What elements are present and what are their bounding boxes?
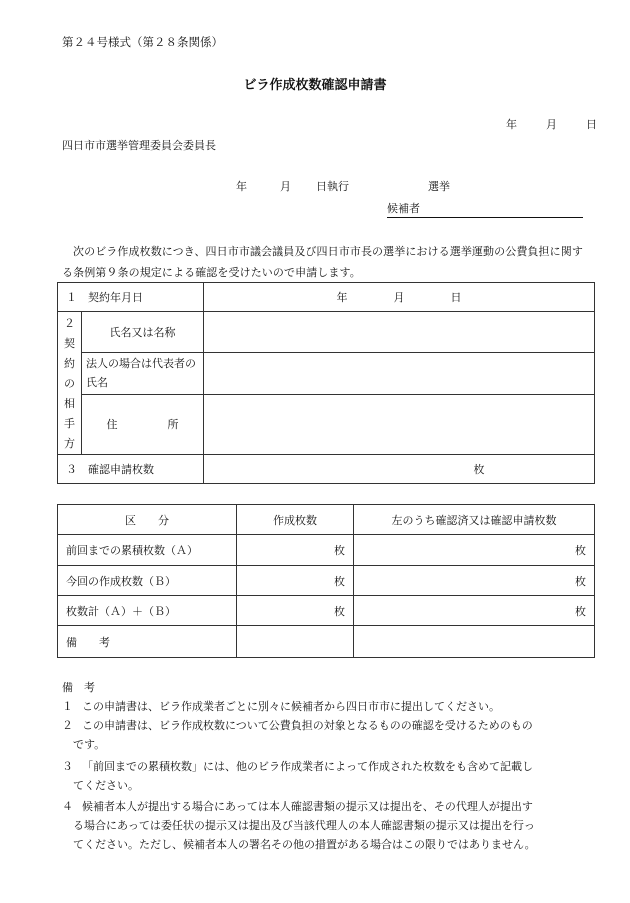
note-text: 候補者本人が提出する場合にあっては本人確認書類の提示又は提出を、その代理人が提出す — [82, 800, 533, 813]
remarks-field[interactable] — [237, 626, 354, 658]
remarks-field-2[interactable] — [354, 626, 595, 658]
address-label — [82, 394, 204, 454]
date-day-label: 日 — [586, 118, 597, 131]
note-number: ４ — [62, 800, 73, 813]
confirmed-count-field[interactable] — [354, 566, 595, 596]
note-number: ３ — [62, 760, 73, 773]
confirm-count-field[interactable] — [204, 455, 595, 484]
contract-table — [57, 282, 595, 484]
election-type-label: 選挙 — [428, 180, 450, 193]
election-executed-label: 日執行 — [316, 180, 349, 193]
created-count-field[interactable] — [237, 535, 354, 566]
note-number: １ — [62, 700, 73, 713]
party-char: 方 — [64, 437, 75, 450]
name-field[interactable] — [204, 312, 595, 353]
created-count-field[interactable] — [237, 596, 354, 626]
remarks-label: 備 考 — [58, 626, 237, 658]
election-month-label: 月 — [280, 180, 291, 193]
representative-label: 法人の場合は代表者の氏名 — [82, 353, 204, 394]
party-char: 相 — [64, 397, 75, 410]
party-char: 手 — [64, 417, 75, 430]
confirmed-count-field[interactable] — [354, 596, 595, 626]
note-text-cont: る場合にあっては委任状の提示又は提出及び当該代理人の本人確認書類の提示又は提出を行っ — [73, 819, 535, 832]
candidate-label: 候補者 — [387, 202, 420, 215]
note-text-cont: です。 — [73, 738, 106, 751]
note-text: 「前回までの累積枚数」には、他のビラ作成業者によって作成された枚数をも含めて記載し — [82, 760, 533, 773]
confirmed-count-field[interactable] — [354, 535, 595, 566]
date-year-label: 年 — [506, 118, 517, 131]
note-4 — [62, 797, 592, 854]
header-category: 区 分 — [58, 505, 237, 535]
note-2 — [62, 716, 592, 754]
election-line — [236, 178, 450, 194]
notes-heading: 備 考 — [62, 681, 95, 694]
header-confirmed: 左のうち確認済又は確認申請枚数 — [354, 505, 595, 535]
note-text: この申請書は、ビラ作成業者ごとに別々に候補者から四日市市に提出してください。 — [82, 700, 500, 713]
confirm-count-label: ３ 確認申請枚数 — [58, 455, 204, 484]
date-month-label: 月 — [546, 118, 557, 131]
note-1 — [62, 697, 592, 716]
note-text-cont-2: てください。ただし、候補者本人の署名その他の措置がある場合はこの限りではありません。 — [73, 838, 536, 851]
count-table — [57, 504, 595, 658]
confirm-count-unit: 枚 — [473, 463, 485, 476]
document-title: ビラ作成枚数確認申請書 — [243, 78, 387, 93]
contract-month-label: 月 — [393, 291, 405, 304]
submission-date — [506, 116, 597, 132]
unit-label: 枚 — [575, 604, 586, 618]
address-field[interactable] — [204, 394, 595, 454]
name-label: 氏名又は名称 — [82, 312, 204, 353]
table-row — [58, 596, 595, 626]
table-row — [58, 535, 595, 566]
intro-paragraph: 次のビラ作成枚数につき、四日市市議会議員及び四日市市長の選挙における選挙運動の公費負担に関する条例第９条の規定による確認を受けたいので申請します。 — [62, 245, 583, 279]
row-label: 今回の作成枚数（Ｂ） — [58, 566, 237, 596]
representative-field[interactable] — [204, 353, 595, 394]
addressee: 四日市市選挙管理委員会委員長 — [62, 139, 216, 152]
contract-year-label: 年 — [336, 291, 348, 304]
table-row — [58, 626, 595, 658]
party-char: ２ — [64, 317, 75, 330]
note-number: ２ — [62, 719, 73, 732]
candidate-field[interactable] — [387, 200, 583, 218]
header-created: 作成枚数 — [237, 505, 354, 535]
party-char: の — [64, 377, 75, 390]
table-row — [58, 566, 595, 596]
party-char: 約 — [64, 357, 75, 370]
party-char: 契 — [64, 337, 75, 350]
address-label-2: 所 — [167, 418, 179, 432]
row-label: 枚数計（Ａ）＋（Ｂ） — [58, 596, 237, 626]
note-3 — [62, 757, 592, 795]
created-count-field[interactable] — [237, 566, 354, 596]
note-text-cont: てください。 — [73, 779, 139, 792]
form-number: 第２４号様式（第２８条関係） — [62, 35, 223, 49]
unit-label: 枚 — [334, 544, 345, 557]
contract-date-field[interactable] — [204, 283, 595, 312]
contract-date-label: １ 契約年月日 — [58, 283, 204, 312]
contract-party-label — [58, 312, 82, 455]
unit-label: 枚 — [334, 574, 345, 588]
unit-label: 枚 — [575, 574, 586, 588]
election-year-label: 年 — [236, 180, 247, 193]
unit-label: 枚 — [575, 544, 586, 557]
address-label-1: 住 — [106, 418, 118, 432]
row-label: 前回までの累積枚数（Ａ） — [58, 535, 237, 566]
note-text: この申請書は、ビラ作成枚数について公費負担の対象となるものの確認を受けるためのもの — [82, 719, 533, 732]
unit-label: 枚 — [334, 604, 345, 618]
contract-day-label: 日 — [450, 291, 462, 304]
